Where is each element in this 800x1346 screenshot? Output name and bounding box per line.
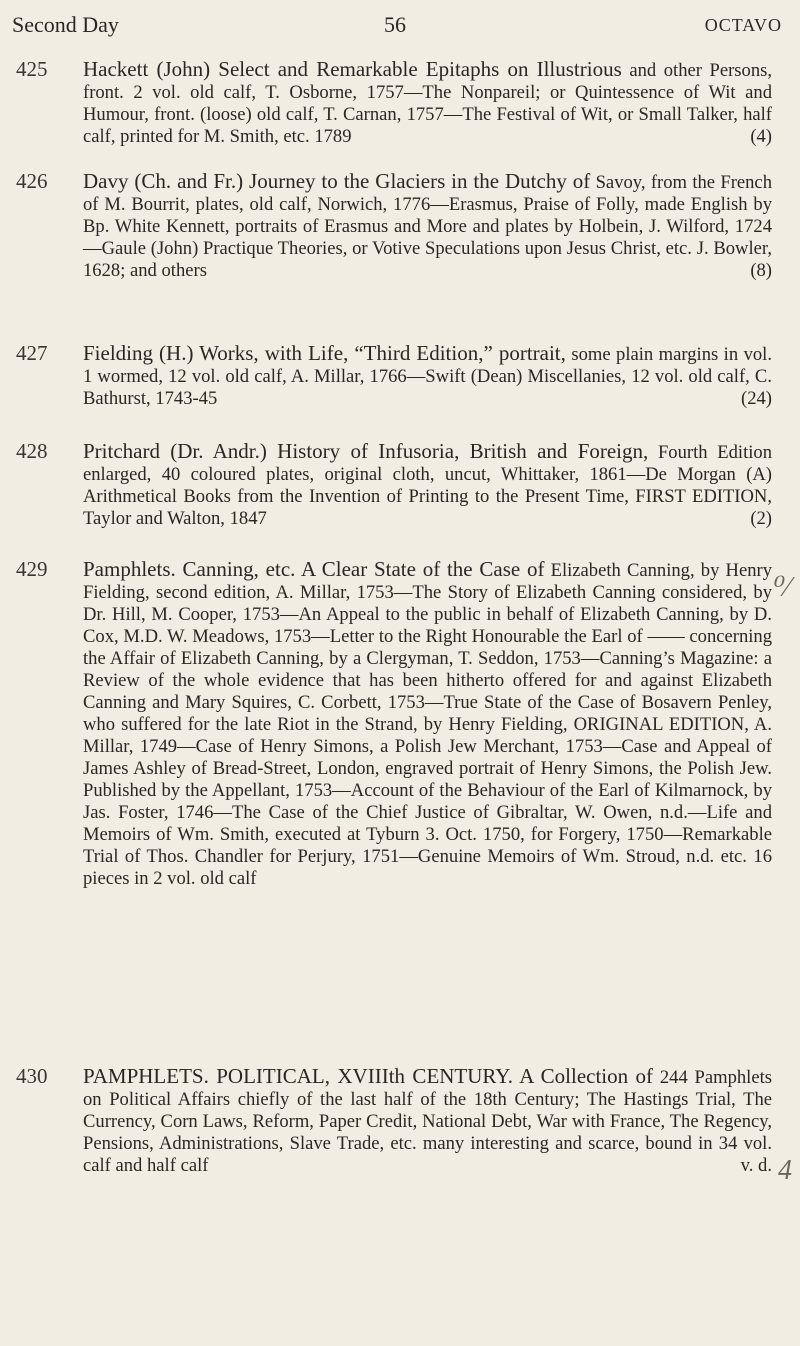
lot-body: Savoy, from the French of M. Bourrit, plates, old calf, Norwich, 1776—Erasmus, Praise of Folly, made English by Bp. White Kennett, portraits of Erasmus and More and plates by Holbein, J. Wilford, 1724—Gaule (John) Practique Theories, or Votive Speculations upon Jesus Christ, etc. J. Bowler, 1628; and others [83, 172, 772, 281]
format-label: OCTAVO [704, 15, 782, 35]
lot-description [83, 170, 772, 282]
lot-lead: Fielding (H.) Works, with Life, “Third Edition,” portrait, [83, 341, 566, 365]
lot-body: and other Persons, front. 2 vol. old calf, T. Osborne, 1757—The Nonpareil; or Quintessence of Wit and Humour, front. (loose) old calf, T. Carnan, 1757—The Festival of Wit, or Small Talker, half calf, printed for M. Smith, etc. 1789 [83, 60, 772, 147]
lot-price: (2) [750, 508, 772, 529]
lot-description [83, 1065, 772, 1177]
lot-price: v. d. [740, 1155, 772, 1176]
lot-entry [16, 558, 772, 890]
handwritten-margin-mark: ⁰⁄ [774, 572, 790, 603]
lot-lead: Hackett (John) Select and Remarkable Epitaphs on Illustrious [83, 57, 622, 81]
lot-lead: Pamphlets. Canning, etc. A Clear State of the Case of [83, 557, 545, 581]
lot-entry [16, 58, 772, 148]
lot-entry [16, 1065, 772, 1177]
lot-body: Fourth Edition enlarged, 40 coloured plates, original cloth, uncut, Whittaker, 1861—De Morgan (A) Arithmetical Books from the Invention of Printing to the Present Time, FIRST EDITION, Taylor and Walton, 1847 [83, 442, 772, 529]
lot-entry [16, 440, 772, 530]
lot-description [83, 58, 772, 148]
lot-body: Elizabeth Canning, by Henry Fielding, second edition, A. Millar, 1753—The Story of Elizabeth Canning considered, by Dr. Hill, M. Cooper, 1753—An Appeal to the public in behalf of Elizabeth Canning, by D. Cox, M.D. W. Meadows, 1753—Letter to the Right Honourable the Earl of —— concerning the Affair of Elizabeth Canning, by a Clergyman, T. Seddon, 1753—Canning’s Magazine: a Review of the whole evidence that has been hitherto offered for and against Elizabeth Canning and Mary Squires, C. Corbett, 1753—True State of the Case of Bosavern Penley, who suffered for the late Riot in the Strand, by Henry Fielding, ORIGINAL EDITION, A. Millar, 1749—Case of Henry Simons, a Polish Jew Merchant, 1753—Case and Appeal of James Ashley of Bread-Street, London, engraved portrait of Henry Simons, the Polish Jew. Published by the Appellant, 1753—Account of the Behaviour of the Earl of Kilmarnock, by Jas. Foster, 1746—The Case of the Chief Justice of Gibraltar, W. Owen, n.d.—Life and Memoirs of Wm. Smith, executed at Tyburn 3. Oct. 1750, for Forgery, 1750—Remarkable Trial of Thos. Chandler for Perjury, 1751—Genuine Memoirs of Wm. Stroud, n.d. etc. 16 pieces in 2 vol. old calf [83, 560, 772, 889]
lot-description [83, 440, 772, 530]
page-header [12, 8, 782, 44]
lot-number: 427 [16, 341, 48, 365]
lot-number: 425 [16, 57, 48, 81]
lot-entry [16, 342, 772, 410]
lot-lead: PAMPHLETS. POLITICAL, XVIIIth CENTURY. A Collection of [83, 1064, 654, 1088]
lot-number: 429 [16, 557, 48, 581]
lot-number: 428 [16, 439, 48, 463]
lot-description [83, 342, 772, 410]
lot-number: 426 [16, 169, 48, 193]
lot-price: (8) [750, 260, 772, 281]
lot-body: some plain margins in vol. 1 wormed, 12 vol. old calf, A. Millar, 1766—Swift (Dean) Miscellanies, 12 vol. old calf, C. Bathurst, 1743-45 [83, 344, 772, 409]
lot-price: (4) [750, 126, 772, 147]
lot-entry [16, 170, 772, 282]
lot-number: 430 [16, 1064, 48, 1088]
running-head: Second Day [12, 12, 119, 37]
lot-body: 244 Pamphlets on Political Affairs chiefly of the last half of the 18th Century; The Hastings Trial, The Currency, Corn Laws, Reform, Paper Credit, National Debt, War with France, The Regency, Pensions, Administrations, Slave Trade, etc. many interesting and scarce, bound in 34 vol. calf and half calf [83, 1067, 773, 1176]
handwritten-margin-mark: 4 [778, 1155, 792, 1186]
page-number: 56 [384, 12, 406, 37]
lot-lead: Pritchard (Dr. Andr.) History of Infusoria, British and Foreign, [83, 439, 649, 463]
lot-lead: Davy (Ch. and Fr.) Journey to the Glaciers in the Dutchy of [83, 169, 591, 193]
lot-price: (24) [741, 388, 772, 409]
lot-description [83, 558, 772, 890]
